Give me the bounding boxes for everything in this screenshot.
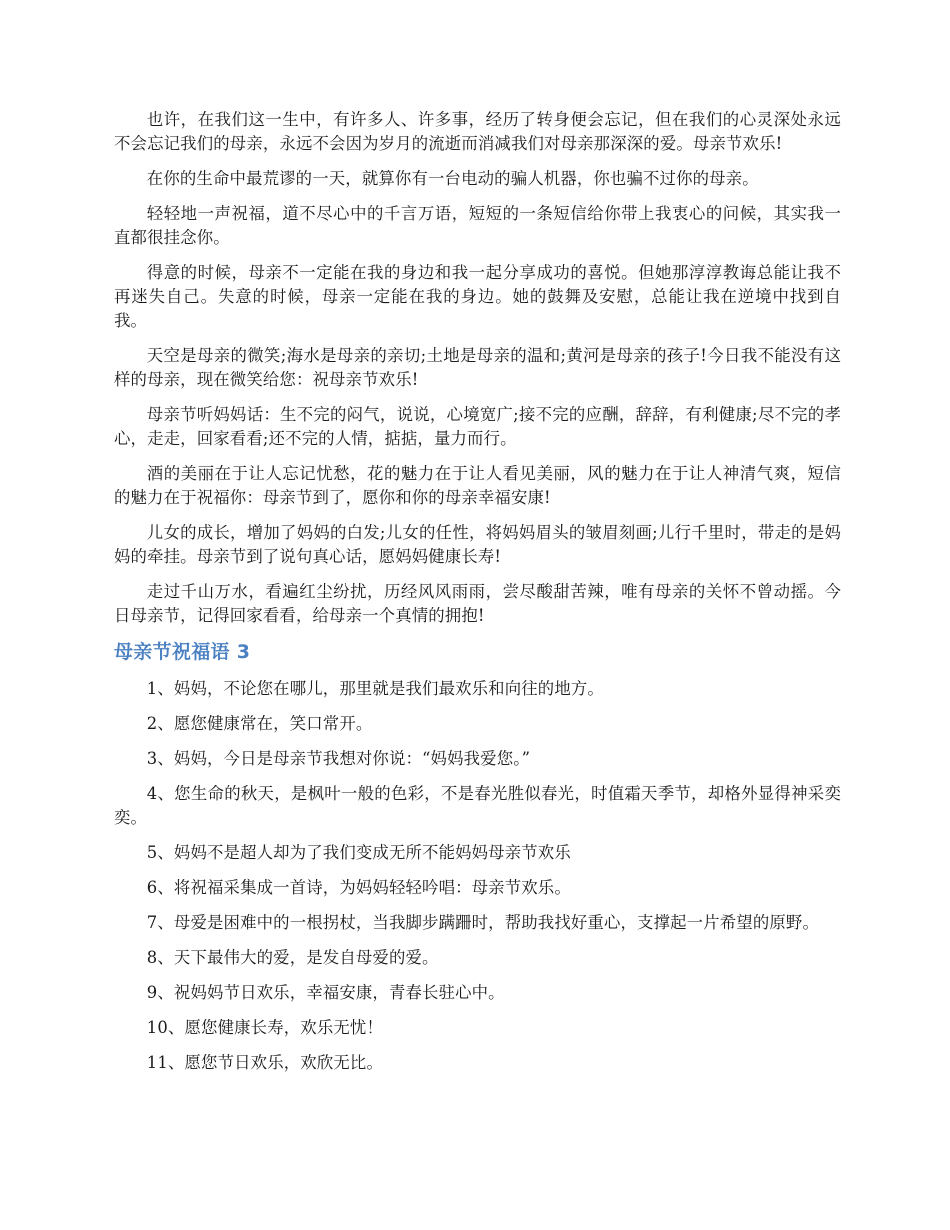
list-item: 1、妈妈，不论您在哪儿，那里就是我们最欢乐和向往的地方。	[146, 679, 604, 698]
paragraph: 得意的时候，母亲不一定能在我的身边和我一起分享成功的喜悦。但她那淳淳教诲总能让我不再迷失自己。失意的时候，母亲一定能在我的身边。她的鼓舞及安慰，总能让我在逆境中找到自我。	[114, 263, 841, 330]
paragraph: 酒的美丽在于让人忘记忧愁，花的魅力在于让人看见美丽，风的魅力在于让人神清气爽，短信的魅力在于祝福你：母亲节到了，愿你和你的母亲幸福安康!	[114, 464, 841, 507]
list-item: 3、妈妈，今日是母亲节我想对你说：“妈妈我爱您。”	[146, 749, 531, 768]
list-item: 7、母爱是困难中的一根拐杖，当我脚步蹒跚时，帮助我找好重心，支撑起一片希望的原野。	[146, 913, 819, 932]
paragraph: 轻轻地一声祝福，道不尽心中的千言万语，短短的一条短信给你带上我衷心的问候，其实我一直都很挂念你。	[114, 204, 841, 247]
paragraph: 天空是母亲的微笑;海水是母亲的亲切;土地是母亲的温和;黄河是母亲的孩子!今日我不能没有这样的母亲，现在微笑给您：祝母亲节欢乐!	[114, 346, 841, 389]
list-item: 11、愿您节日欢乐，欢欣无比。	[146, 1053, 383, 1072]
list-item: 6、将祝福采集成一首诗，为妈妈轻轻吟唱：母亲节欢乐。	[146, 878, 571, 897]
list-item: 8、天下最伟大的爱，是发自母爱的爱。	[146, 948, 439, 967]
paragraph: 走过千山万水，看遍红尘纷扰，历经风风雨雨，尝尽酸甜苦辣，唯有母亲的关怀不曾动摇。今日母亲节，记得回家看看，给母亲一个真情的拥抱!	[114, 582, 841, 625]
paragraph: 儿女的成长，增加了妈妈的白发;儿女的任性，将妈妈眉头的皱眉刻画;儿行千里时，带走的是妈妈的牵挂。母亲节到了说句真心话，愿妈妈健康长寿!	[114, 523, 841, 566]
list-item: 2、愿您健康常在，笑口常开。	[146, 714, 373, 733]
section-heading: 母亲节祝福语 3	[114, 641, 251, 663]
list-item: 10、愿您健康长寿，欢乐无忧！	[146, 1018, 383, 1037]
list-item: 5、妈妈不是超人却为了我们变成无所不能妈妈母亲节欢乐	[146, 843, 571, 862]
paragraph: 母亲节听妈妈话：生不完的闷气，说说，心境宽广;接不完的应酬，辞辞，有利健康;尽不完的孝心，走走，回家看看;还不完的人情，掂掂，量力而行。	[114, 405, 841, 448]
list-item: 4、您生命的秋天，是枫叶一般的色彩，不是春光胜似春光，时值霜天季节，却格外显得神采奕奕。	[114, 784, 841, 827]
list-item: 9、祝妈妈节日欢乐，幸福安康，青春长驻心中。	[146, 983, 505, 1002]
document-page	[114, 108, 841, 1086]
paragraph: 也许，在我们这一生中，有许多人、许多事，经历了转身便会忘记，但在我们的心灵深处永远不会忘记我们的母亲，永远不会因为岁月的流逝而消减我们对母亲那深深的爱。母亲节欢乐!	[114, 110, 841, 153]
paragraph: 在你的生命中最荒谬的一天，就算你有一台电动的骗人机器，你也骗不过你的母亲。	[146, 169, 759, 188]
